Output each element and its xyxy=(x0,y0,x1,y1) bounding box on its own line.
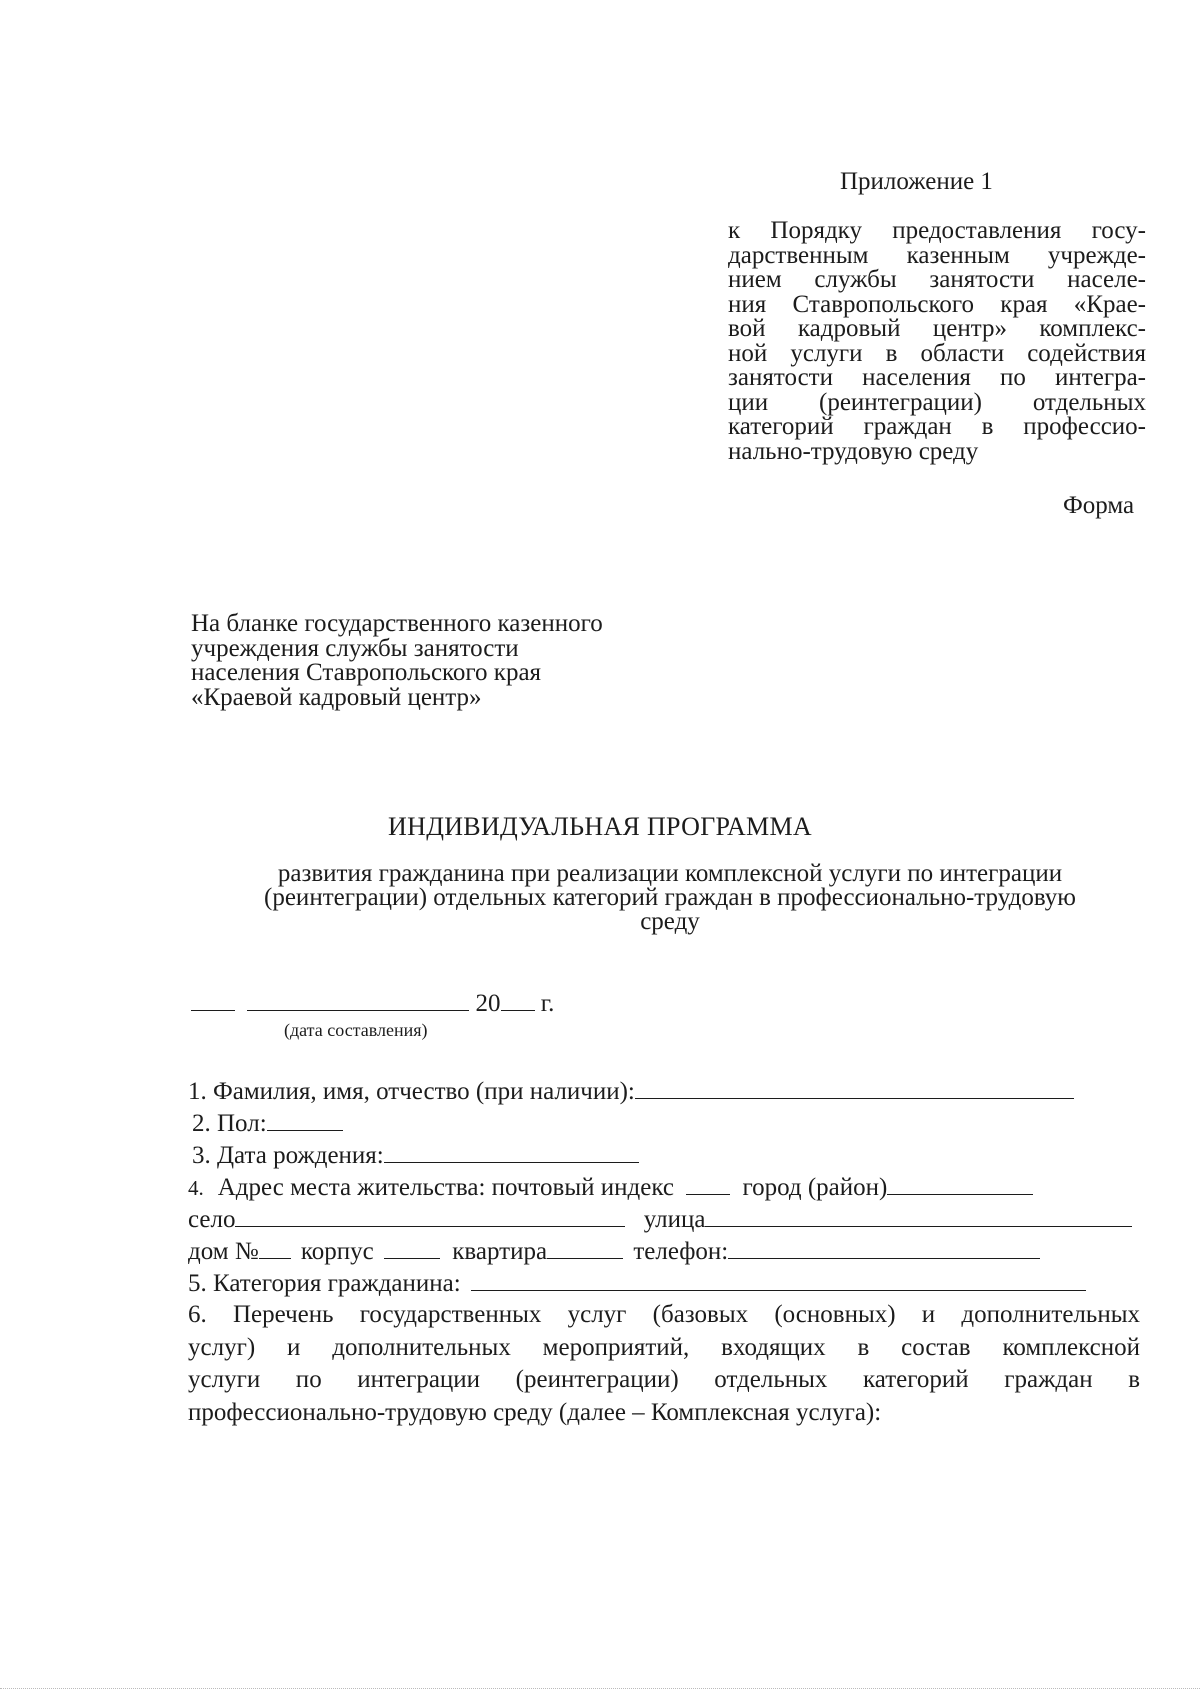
village-label: село xyxy=(188,1206,236,1233)
appendix-line: ной услуги в области содействия xyxy=(728,339,1146,367)
letterhead-line: На бланке государственного казенного xyxy=(191,610,603,637)
street-label: улица xyxy=(643,1206,706,1233)
item-6-paragraph xyxy=(188,1299,1140,1429)
appendix-description xyxy=(728,219,1146,464)
year-suffix: г. xyxy=(540,990,555,1017)
birth-date-blank[interactable] xyxy=(384,1142,639,1163)
category-blank[interactable] xyxy=(471,1270,1086,1291)
paragraph-line: услуги по интеграции (реинтеграции) отдельных категорий граждан в xyxy=(188,1366,1140,1393)
address-row-house xyxy=(188,1238,1040,1266)
address-row-village-street xyxy=(188,1206,1132,1234)
city-blank[interactable] xyxy=(887,1174,1033,1195)
building-blank[interactable] xyxy=(384,1238,440,1259)
letterhead-line: учреждения службы занятости xyxy=(191,634,519,662)
letterhead-line: населения Ставропольского края xyxy=(191,659,542,686)
appendix-line: категорий граждан в профессио- xyxy=(728,413,1146,440)
apartment-label: квартира xyxy=(452,1238,548,1265)
subtitle-line: среду xyxy=(640,908,700,935)
street-blank[interactable] xyxy=(705,1206,1132,1227)
field-category xyxy=(188,1270,1086,1298)
appendix-line: дарственным казенным учрежде- xyxy=(728,241,1146,269)
form-label: Форма xyxy=(1063,492,1135,519)
phone-blank[interactable] xyxy=(728,1238,1040,1259)
sex-label: 2. Пол: xyxy=(192,1110,267,1137)
appendix-title: Приложение 1 xyxy=(840,168,993,195)
field-sex xyxy=(192,1110,343,1138)
paragraph-line: профессионально-трудовую среду (далее – Комплексная услуга): xyxy=(188,1398,882,1426)
house-blank[interactable] xyxy=(259,1238,291,1259)
full-name-blank[interactable] xyxy=(635,1078,1074,1099)
subtitle-line: развития гражданина при реализации комплексной услуги по интеграции xyxy=(277,860,1063,887)
paragraph-line: услуг) и дополнительных мероприятий, входящих в состав комплексной xyxy=(188,1333,1140,1361)
subtitle-line: (реинтеграции) отдельных категорий граждан в профессионально-трудовую xyxy=(264,884,1076,911)
paragraph-line: 6. Перечень государственных услуг (базовых (основных) и дополнительных xyxy=(188,1301,1140,1328)
full-name-label: 1. Фамилия, имя, отчество (при наличии): xyxy=(188,1078,635,1105)
appendix-line: ции (реинтеграции) отдельных xyxy=(728,388,1146,416)
letterhead-note xyxy=(191,612,603,710)
birth-date-label: 3. Дата рождения: xyxy=(192,1142,384,1169)
letterhead-line: «Краевой кадровый центр» xyxy=(191,683,482,711)
field-address xyxy=(188,1174,1033,1202)
sex-blank[interactable] xyxy=(267,1110,343,1131)
appendix-line: ния Ставропольского края «Крае- xyxy=(728,290,1146,318)
house-label: дом № xyxy=(188,1238,259,1265)
postal-code-blank[interactable] xyxy=(686,1174,730,1195)
year-prefix: 20 xyxy=(475,990,501,1017)
date-caption: (дата составления) xyxy=(284,1020,428,1040)
appendix-line: занятости населения по интегра- xyxy=(728,364,1146,391)
apartment-blank[interactable] xyxy=(547,1238,623,1259)
page-bottom-edge xyxy=(0,1688,1200,1689)
category-label: 5. Категория гражданина: xyxy=(188,1270,461,1297)
day-blank[interactable] xyxy=(191,990,235,1011)
program-subtitle xyxy=(200,862,1140,934)
year-blank[interactable] xyxy=(501,990,535,1011)
appendix-line: нально-трудовую среду xyxy=(728,437,979,465)
date-line xyxy=(191,990,554,1018)
field-full-name xyxy=(188,1078,1074,1106)
city-label: город (район) xyxy=(742,1174,888,1201)
building-label: корпус xyxy=(300,1238,374,1265)
village-blank[interactable] xyxy=(235,1206,625,1227)
field-birth-date xyxy=(192,1142,639,1170)
appendix-line: к Порядку предоставления госу- xyxy=(728,217,1146,244)
address-number: 4. xyxy=(188,1176,204,1200)
program-title: ИНДИВИДУАЛЬНАЯ ПРОГРАММА xyxy=(388,812,812,841)
appendix-line: нием службы занятости населе- xyxy=(728,266,1146,293)
phone-label: телефон: xyxy=(633,1238,729,1265)
appendix-line: вой кадровый центр» комплекс- xyxy=(728,315,1146,342)
month-blank[interactable] xyxy=(247,990,469,1011)
address-label: Адрес места жительства: почтовый индекс xyxy=(217,1174,674,1201)
